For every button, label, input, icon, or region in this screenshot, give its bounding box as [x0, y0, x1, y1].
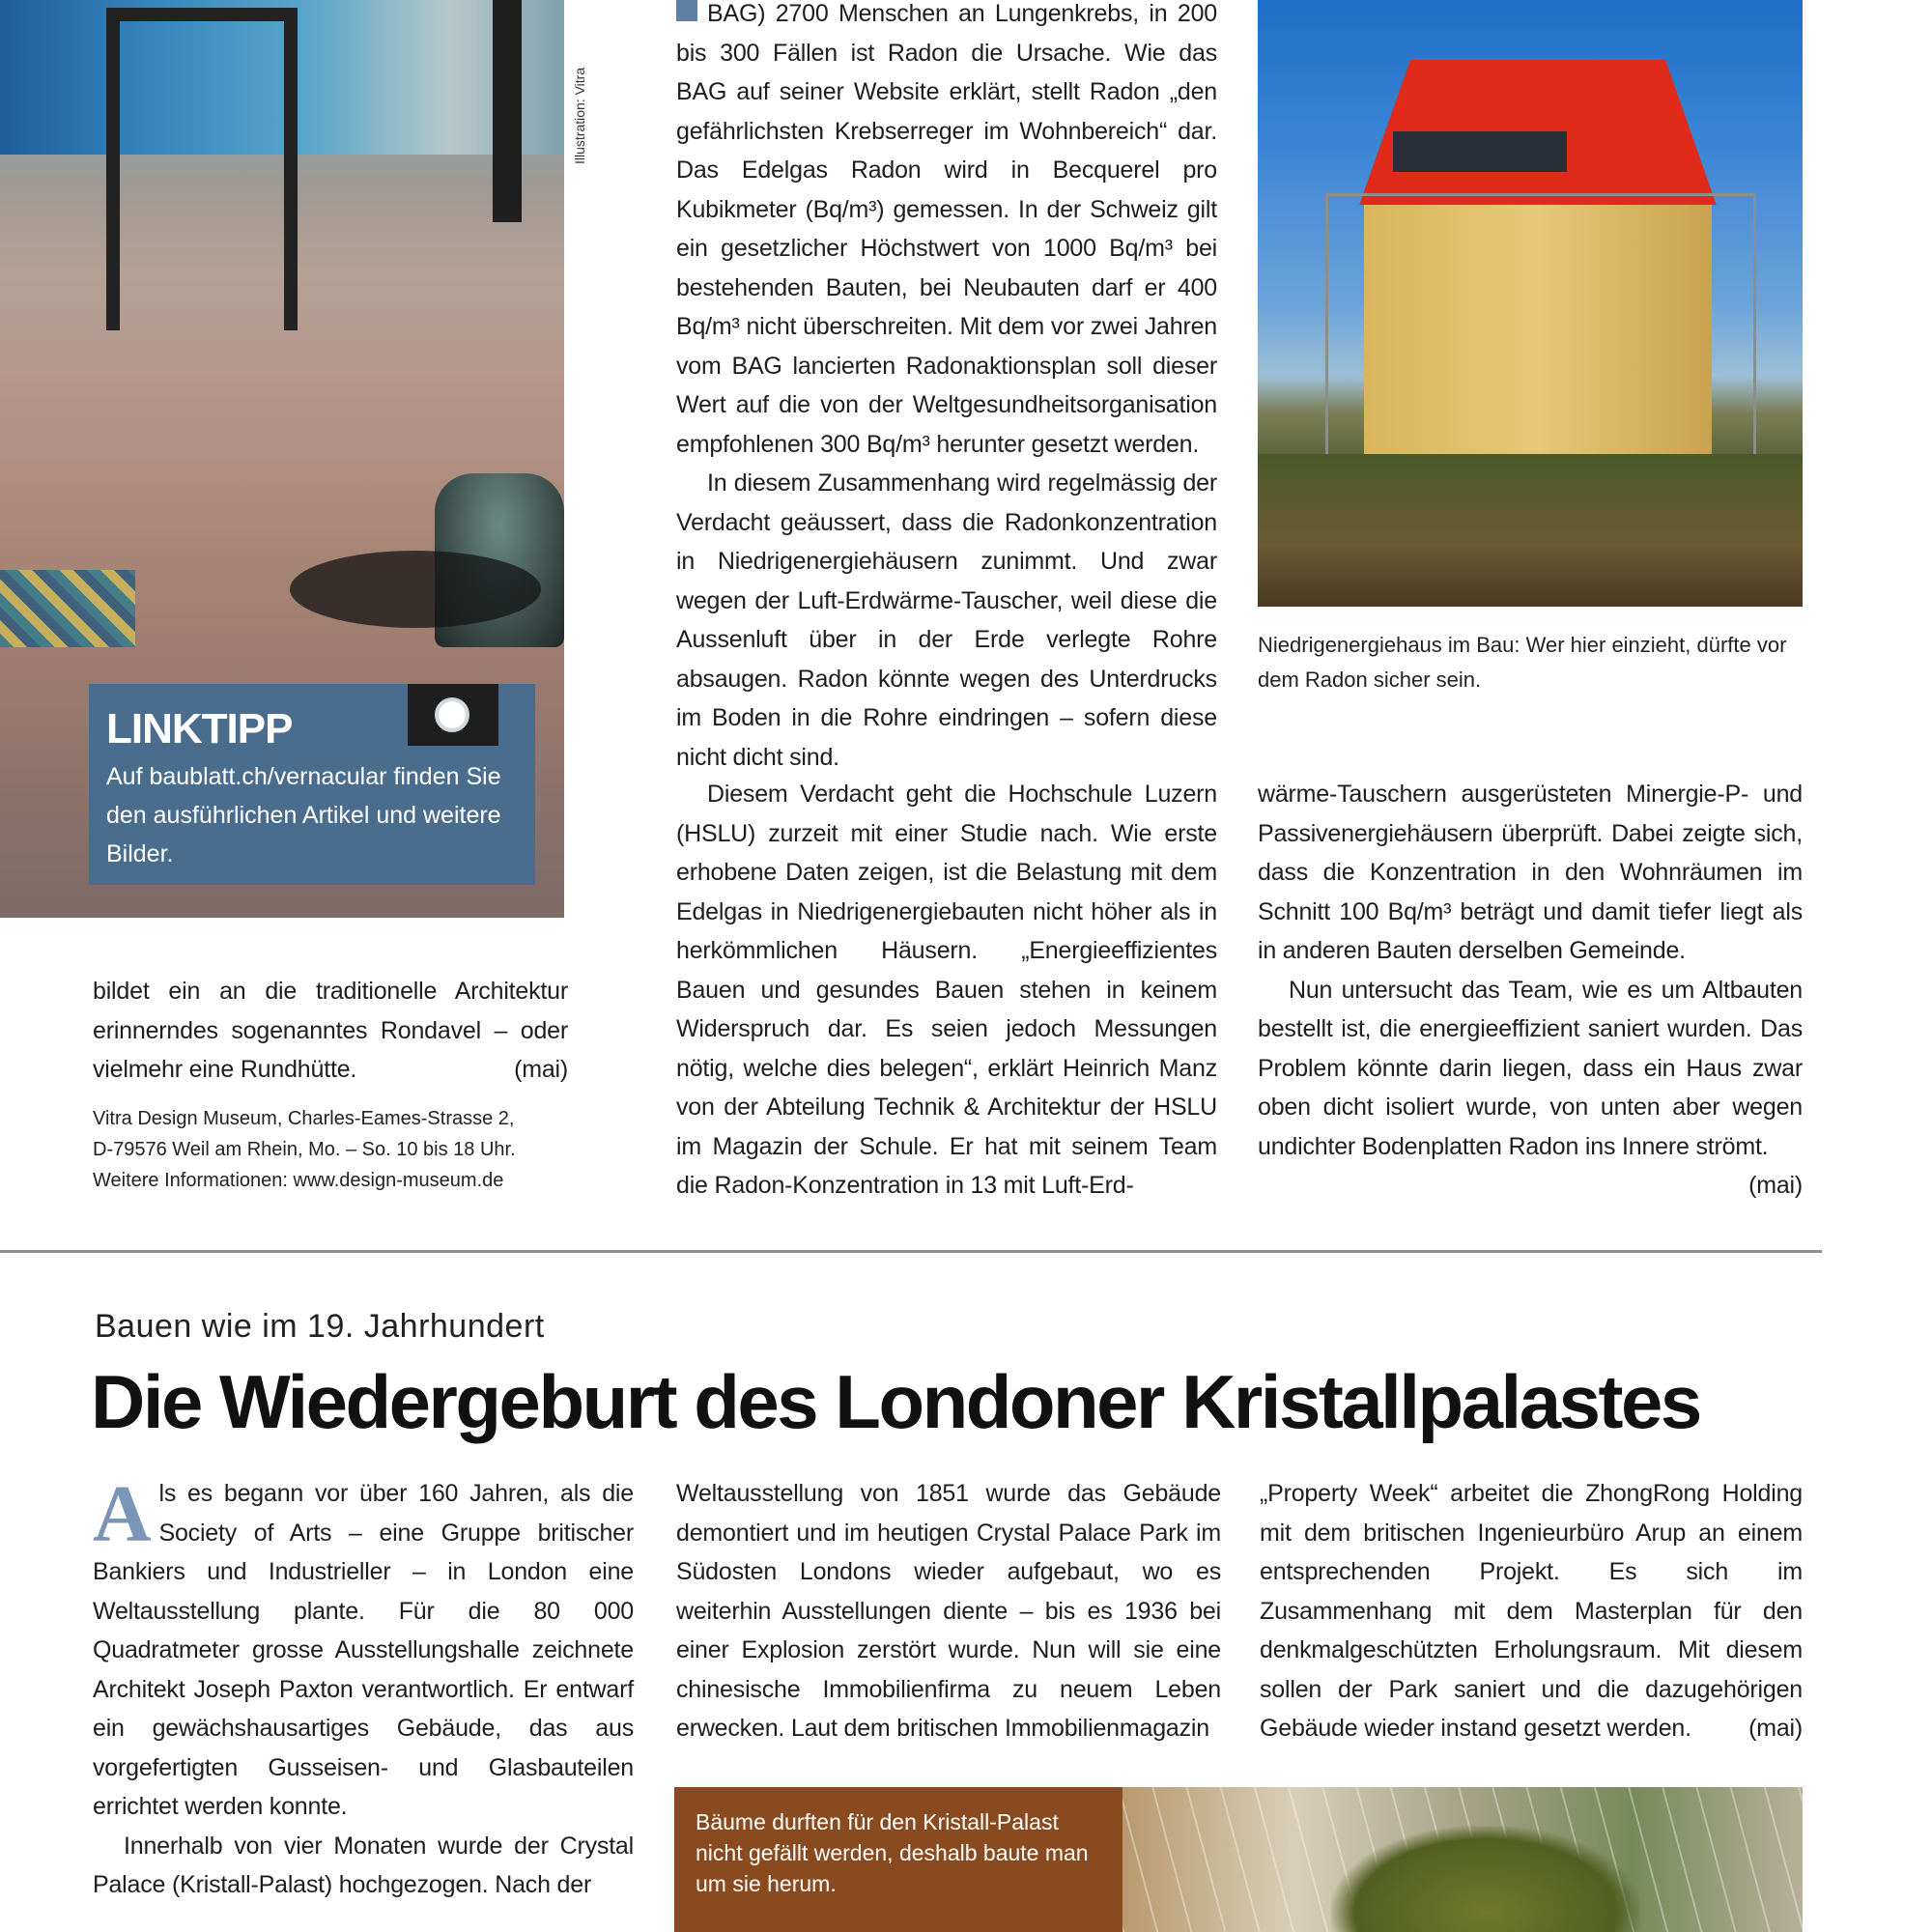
- left-continuation: [93, 972, 568, 1090]
- radon-paragraph: Nun untersucht das Team, wie es um Altbauten bestellt ist, die energieeffizient saniert wurden. Das Problem könnte darin liegen, dass ein Haus zwar oben dicht isoliert wurde, von unten aber wegen undichter Bodenplatten Radon ins Innere strömt.: [1258, 976, 1803, 1160]
- radon-column-2: [676, 775, 1217, 1206]
- photo-mosaic: [0, 570, 135, 647]
- linktipp-box: [89, 684, 535, 885]
- museum-info-line[interactable]: Weitere Informationen: www.design-museum.de: [93, 1170, 504, 1191]
- crystal-palace-caption: Bäume durften für den Kristall-Palast nicht gefällt werden, deshalb baute man um sie herum.: [674, 1787, 1122, 1932]
- article-paragraph: Innerhalb von vier Monaten wurde der Crystal Palace (Kristall-Palast) hochgezogen. Nach der: [93, 1832, 634, 1898]
- left-continuation-text: bildet ein an die traditionelle Architektur erinnerndes sogenanntes Rondavel – oder vielmehr eine Rundhütte.: [93, 978, 568, 1083]
- article-kicker: Bauen wie im 19. Jahrhundert: [95, 1308, 545, 1345]
- dropcap-marker: [676, 0, 697, 21]
- signature: (mai): [1748, 1715, 1803, 1742]
- article-column-2: [676, 1474, 1221, 1748]
- article-column-1: [93, 1469, 634, 1905]
- camera-icon: [408, 684, 498, 746]
- linktipp-title: LINKTIPP: [106, 705, 293, 753]
- radon-column-3: [1258, 775, 1803, 1206]
- museum-info-line: D-79576 Weil am Rhein, Mo. – So. 10 bis 18 Uhr.: [93, 1139, 516, 1160]
- radon-paragraph: In diesem Zusammenhang wird regelmässig der Verdacht geäussert, dass die Radonkonzentration in Niedrigenergiehäusern zunimmt. Und zwar wegen der Luft-Erdwärme-Tauscher, weil diese die Aussenluft über in der Erde verlegte Rohre absaugen. Radon könnte wegen des Unterdrucks im Boden in die Rohre eindringen – sofern diese nicht dicht sind.: [676, 469, 1217, 771]
- photo-scaffold: [1325, 193, 1756, 460]
- house-photo-caption: Niedrigenergiehaus im Bau: Wer hier einzieht, dürfte vor dem Radon sicher sein.: [1258, 633, 1787, 692]
- crystal-palace-photo: [674, 1787, 1803, 1932]
- museum-info: [93, 1103, 566, 1196]
- article-column-3: [1260, 1474, 1803, 1748]
- section-divider: [0, 1250, 1822, 1253]
- dropcap: A: [93, 1469, 152, 1559]
- radon-column-1: [676, 0, 1217, 777]
- photo-tree: [1331, 1826, 1640, 1932]
- photo-chair-frame: [106, 8, 298, 330]
- signature: (mai): [1748, 1172, 1803, 1199]
- photo-solar-panel: [1393, 131, 1567, 172]
- photo-field: [1258, 454, 1803, 607]
- linktipp-text[interactable]: Auf baublatt.ch/vernacular finden Sie den ausführlichen Artikel und weitere Bilder.: [106, 763, 501, 867]
- photo-credit: Illustration: Vitra: [572, 67, 587, 164]
- radon-paragraph: Diesem Verdacht geht die Hochschule Luzern (HSLU) zurzeit mit einer Studie nach. Wie erste erhobene Daten zeigen, ist die Belastung mit dem Edelgas in Niedrigenergiebauten nicht höher als in herkömmlichen Häusern. „Energieeffizientes Bauen und gesundes Bauen stehen in keinem Widerspruch dar. Es seien jedoch Messungen nötig, welche dies belegen“, erklärt Heinrich Manz von der Abteilung Technik & Architektur der HSLU im Magazin der Schule. Er hat mit seinem Team die Radon-Konzentration in 13 mit Luft-Erd-: [676, 781, 1217, 1199]
- museum-info-line: Vitra Design Museum, Charles-Eames-Strasse 2,: [93, 1108, 515, 1129]
- article-headline: Die Wiedergeburt des Londoner Kristallpalastes: [91, 1359, 1700, 1444]
- article-paragraph: Weltausstellung von 1851 wurde das Gebäude demontiert und im heutigen Crystal Palace Park im Südosten Londons wieder aufgebaut, wo es weiterhin Ausstellungen diente – bis es 1936 bei einer Explosion zerstört wurde. Nun will sie eine chinesische Immobilienfirma zu neuem Leben erwecken. Laut dem britischen Immobilienmagazin: [676, 1480, 1221, 1742]
- article-paragraph: ls es begann vor über 160 Jahren, als die Society of Arts – eine Gruppe britischer Bankiers und Industrieller – in London eine Weltausstellung plante. Für die 80 000 Quadratmeter grosse Ausstellungshalle zeichnete Architekt Joseph Paxton verantwortlich. Er entwarf ein gewächshausartiges Gebäude, das aus vorgefertigten Gusseisen- und Glasbauteilen errichtet werden konnte.: [93, 1480, 634, 1820]
- radon-paragraph: wärme-Tauschern ausgerüsteten Minergie-P- und Passivenergiehäusern überprüft. Dabei zeigte sich, dass die Konzentration in den Wohnräumen im Schnitt 100 Bq/m³ beträgt und damit tiefer liegt als in anderen Bauten derselben Gemeinde.: [1258, 781, 1803, 964]
- signature: (mai): [514, 1056, 568, 1083]
- photo-shadow: [290, 551, 541, 628]
- photo-post: [493, 0, 522, 222]
- low-energy-house-photo: [1258, 0, 1803, 607]
- radon-paragraph: BAG) 2700 Menschen an Lungenkrebs, in 200 bis 300 Fällen ist Radon die Ursache. Wie das BAG auf seiner Website erklärt, stellt Radon „den gefährlichsten Krebserreger im Wohnbereich“ dar. Das Edelgas Radon wird in Becquerel pro Kubikmeter (Bq/m³) gemessen. In der Schweiz gilt ein gesetzlicher Höchstwert von 1000 Bq/m³ bei bestehenden Bauten, bei Neubauten darf er 400 Bq/m³ nicht überschreiten. Mit dem vor zwei Jahren vom BAG lancierten Radonaktionsplan soll dieser Wert auf die von der Weltgesundheitsorganisation empfohlenen 300 Bq/m³ herunter gesetzt werden.: [676, 0, 1217, 458]
- article-paragraph: „Property Week“ arbeitet die ZhongRong Holding mit dem britischen Ingenieurbüro Arup an einem entsprechenden Projekt. Es sich im Zusammenhang mit dem Masterplan für den denkmalgeschützten Erholungsraum. Mit diesem sollen der Park saniert und die dazugehörigen Gebäude wieder instand gesetzt werden.: [1260, 1480, 1803, 1742]
